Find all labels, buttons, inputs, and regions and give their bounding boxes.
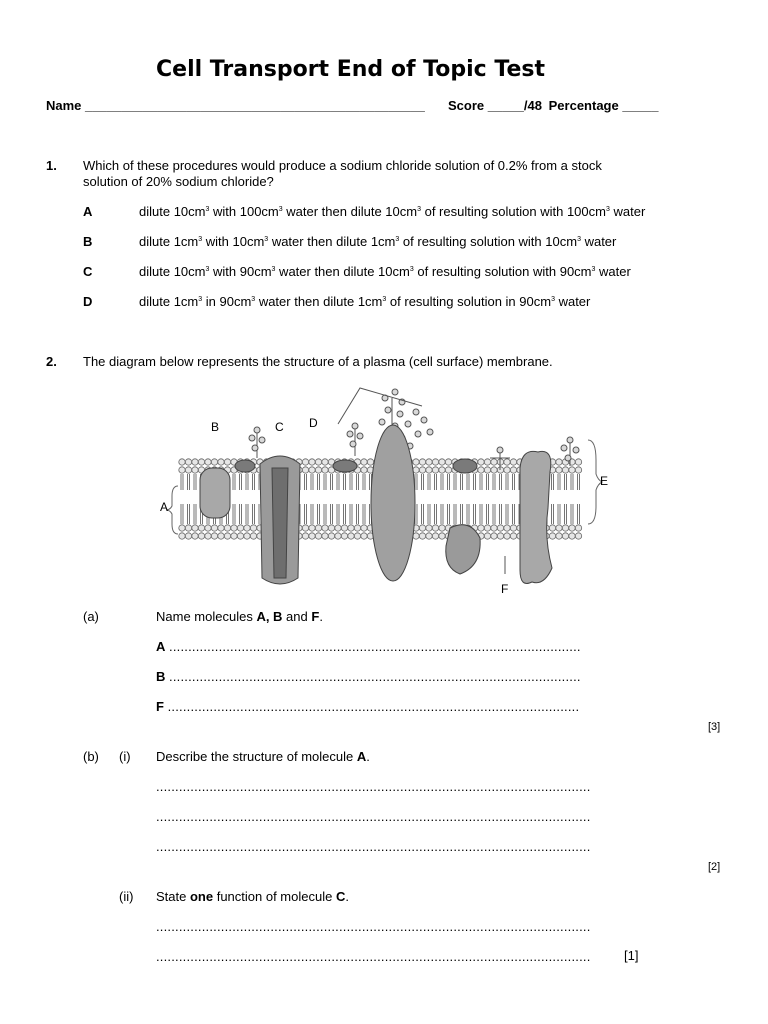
part-b-ii-label: (ii) xyxy=(119,889,134,904)
label-c: C xyxy=(275,420,284,434)
score-total: /48 xyxy=(523,98,542,113)
marks-bi: [2] xyxy=(708,861,721,873)
answer-line-b[interactable]: B ............................................................................................................ xyxy=(156,669,581,684)
protein-b xyxy=(200,468,230,518)
part-a-label: (a) xyxy=(83,609,99,624)
q2-text: The diagram below represents the structure of a plasma (cell surface) membrane. xyxy=(83,354,553,369)
label-d: D xyxy=(309,416,318,430)
marks-a: [3] xyxy=(708,721,721,733)
label-b: B xyxy=(211,420,220,434)
q1-number: 1. xyxy=(46,158,57,173)
part-b-i-question: Describe the structure of molecule A. xyxy=(156,749,370,764)
q1-text-line1: Which of these procedures would produce a sodium chloride solution of 0.2% from a stock xyxy=(83,158,602,173)
score-field[interactable] xyxy=(448,98,659,113)
score-label: Score xyxy=(448,98,485,113)
q1-option-text: dilute $1cm^3$ with $10cm^3$ water then dilute $1cm^3$ of resulting solution with $10cm^3$ water xyxy=(139,234,617,249)
part-b-ii-question: State one function of molecule C. xyxy=(156,889,349,904)
name-label: Name xyxy=(46,98,82,113)
score-blank: _____ xyxy=(487,98,524,113)
q1-option-letter[interactable]: C xyxy=(83,264,93,279)
q1-option-text: dilute $10cm^3$ with $90cm^3$ water then dilute $10cm^3$ of resulting solution with $90cm^3$ water xyxy=(139,264,631,279)
label-f: F xyxy=(501,582,509,596)
percentage-blank: _____ xyxy=(622,98,659,113)
part-b-label: (b) xyxy=(83,749,99,764)
protein-large xyxy=(371,425,415,581)
page-title: Cell Transport End of Topic Test xyxy=(156,57,545,82)
answer-line-bi-3[interactable]: .................................................................................................................. xyxy=(156,839,591,854)
q1-option-text: dilute $1cm^3$ in $90cm^3$ water then dilute $1cm^3$ of resulting solution in $90cm^3$ water xyxy=(139,294,591,309)
percentage-label: Percentage xyxy=(548,98,619,113)
marks-bii: [1] xyxy=(624,948,639,963)
membrane-diagram xyxy=(160,378,610,600)
q1-text-line2: solution of 20% sodium chloride? xyxy=(83,174,274,189)
q1-option-text: dilute $10cm^3$ with $100cm^3$ water then dilute $10cm^3$ of resulting solution with $100cm^3$ water xyxy=(139,204,646,219)
q1-option-letter[interactable]: B xyxy=(83,234,93,249)
answer-line-bii-2[interactable]: .................................................................................................................. xyxy=(156,949,591,964)
name-blank: _______________________________________________ xyxy=(85,98,425,113)
answer-line-bi-2[interactable]: .................................................................................................................. xyxy=(156,809,591,824)
name-field[interactable] xyxy=(46,98,425,113)
q2-number: 2. xyxy=(46,354,57,369)
q1-option-letter[interactable]: A xyxy=(83,204,93,219)
label-a: A xyxy=(160,500,169,514)
q1-option-letter[interactable]: D xyxy=(83,294,93,309)
label-e: E xyxy=(600,474,609,488)
part-b-i-label: (i) xyxy=(119,749,131,764)
answer-line-bii-1[interactable]: .................................................................................................................. xyxy=(156,919,591,934)
part-a-question: Name molecules A, B and F. xyxy=(156,609,323,624)
answer-line-bi-1[interactable]: .................................................................................................................. xyxy=(156,779,591,794)
answer-line-f[interactable]: F ............................................................................................................ xyxy=(156,699,580,714)
protein-right xyxy=(520,451,552,583)
answer-line-a[interactable]: A ............................................................................................................ xyxy=(156,639,581,654)
